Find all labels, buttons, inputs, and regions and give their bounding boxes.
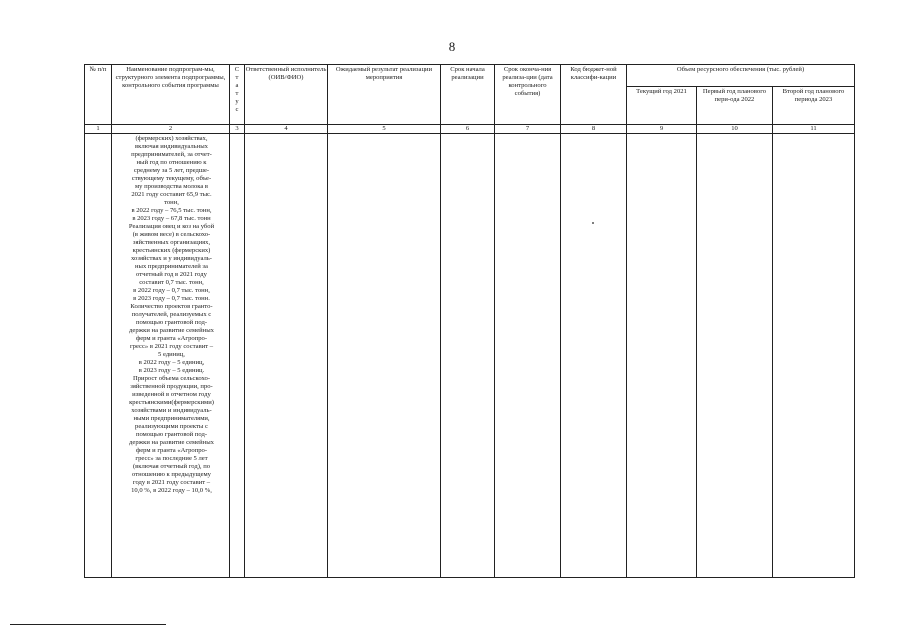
footnote-divider	[10, 624, 166, 625]
description-line: предпринимателей, за отчет-	[131, 151, 212, 158]
description-line: (включая отчетный год), по	[132, 463, 211, 470]
header-number: № п/п	[85, 65, 112, 125]
header-resources: Объем ресурсного обеспечения (тыс. рублей)	[627, 65, 855, 87]
description-line: гресс» в 2021 году составит –	[129, 343, 214, 350]
description-line: в 2023 году – 67,8 тыс. тонн	[132, 215, 211, 222]
description-line: зяйственной продукции, про-	[130, 383, 213, 390]
cell-description	[112, 134, 230, 578]
header-end: Срок оконча-ния реализа-ции (дата контрольного события)	[495, 65, 561, 125]
column-number: 2	[112, 125, 230, 134]
description-line: Прирост объема сельскохо-	[132, 375, 211, 382]
column-number: 10	[697, 125, 773, 134]
description-line: ными предпринимателями,	[133, 415, 210, 422]
header-first-year: Первый год планового пери-ода 2022	[697, 87, 773, 125]
column-number: 5	[328, 125, 441, 134]
description-line: держки на развитие семейных	[129, 439, 214, 446]
table-row	[85, 134, 855, 578]
description-line: ных предпринимателей за	[135, 263, 208, 270]
description-line: составит 0,7 тыс. тонн,	[139, 279, 204, 286]
description-line: ферм и гранта «Агропро-	[135, 335, 208, 342]
description-line: ный год по отношению к	[136, 159, 207, 166]
description-line: тонн,	[164, 199, 179, 206]
description-line: получателей, реализуемых с	[131, 311, 212, 318]
description-line: гресс» за последние 5 лет	[135, 455, 208, 462]
column-number: 7	[495, 125, 561, 134]
cell-status	[230, 134, 245, 578]
cell-first-year	[697, 134, 773, 578]
cell-start	[441, 134, 495, 578]
header-status: С т а т у с	[230, 65, 245, 125]
cell-current-year	[627, 134, 697, 578]
description-line: реализующими проекты с	[135, 423, 208, 430]
description-line: 5 единиц,	[158, 351, 185, 358]
description-line: помощью грантовой под-	[135, 431, 208, 438]
column-number: 9	[627, 125, 697, 134]
description-line: в 2022 году – 76,5 тыс. тонн,	[131, 207, 212, 214]
column-number: 3	[230, 125, 245, 134]
description-line: му производства молока в	[134, 183, 209, 190]
column-numbers-row	[85, 125, 855, 134]
description-line: держки на развитие семейных	[129, 327, 214, 334]
header-executor: Ответственный исполнитель (ОИВ/ФИО)	[245, 65, 328, 125]
column-number: 8	[561, 125, 627, 134]
description-line: отчетный год в 2021 году	[136, 271, 207, 278]
description-line: ствующему текущему, объе-	[131, 175, 212, 182]
description-line: зяйственных организациях,	[132, 239, 211, 246]
program-table	[84, 64, 855, 578]
header-budget-code: Код бюджет-ной классифи-кации	[561, 65, 627, 125]
description-line: в 2023 году – 5 единиц.	[138, 367, 205, 374]
header-name: Наименование подпрограм-мы, структурного элемента подпрограммы, контрольного события программы	[112, 65, 230, 125]
description-line: хозяйствами и индивидуаль-	[131, 407, 212, 414]
description-line: 10,0 %, в 2022 году – 10,0 %,	[131, 487, 212, 494]
description-line: в 2023 году – 0,7 тыс. тонн.	[133, 295, 210, 302]
description-line: Количество проектов гранто-	[130, 303, 213, 310]
description-line: в 2022 году – 0,7 тыс. тонн,	[133, 287, 210, 294]
cell-number	[85, 134, 112, 578]
header-start: Срок начала реализации	[441, 65, 495, 125]
header-result: Ожидаемый результат реализации мероприятия	[328, 65, 441, 125]
column-number: 4	[245, 125, 328, 134]
cell-budget-code	[561, 134, 627, 578]
header-second-year: Второй год планового периода 2023	[773, 87, 855, 125]
description-line: среднему за 5 лет, предше-	[133, 167, 210, 174]
description-line: в 2022 году – 5 единиц,	[138, 359, 205, 366]
description-line: отношению к предыдущему	[132, 471, 211, 478]
description-line: (фермерских) хозяйствах,	[135, 135, 208, 142]
description-line: помощью грантовой под-	[135, 319, 208, 326]
cell-end	[495, 134, 561, 578]
description-line: крестьянских (фермерских)	[132, 247, 211, 254]
description-line: хозяйствах и у индивидуаль-	[131, 255, 212, 262]
description-line: изведенной в отчетном году	[132, 391, 211, 398]
description-line: ферм и гранта «Агропро-	[135, 447, 208, 454]
header-current-year: Текущий год 2021	[627, 87, 697, 125]
page-number: 8	[448, 39, 456, 54]
cell-result	[328, 134, 441, 578]
description-line: включая индивидуальных	[135, 143, 208, 150]
column-number: 11	[773, 125, 855, 134]
stray-mark	[592, 222, 594, 224]
column-number: 6	[441, 125, 495, 134]
description-line: Реализация овец и коз на убой	[128, 223, 215, 230]
column-number: 1	[85, 125, 112, 134]
description-line: (в живом весе) в сельскохо-	[132, 231, 211, 238]
cell-executor	[245, 134, 328, 578]
cell-second-year	[773, 134, 855, 578]
description-line: году в 2021 году составит –	[132, 479, 211, 486]
description-line: крестьянскими(фермерскими)	[129, 399, 214, 406]
description-line: 2021 году составит 65,9 тыс.	[131, 191, 212, 198]
